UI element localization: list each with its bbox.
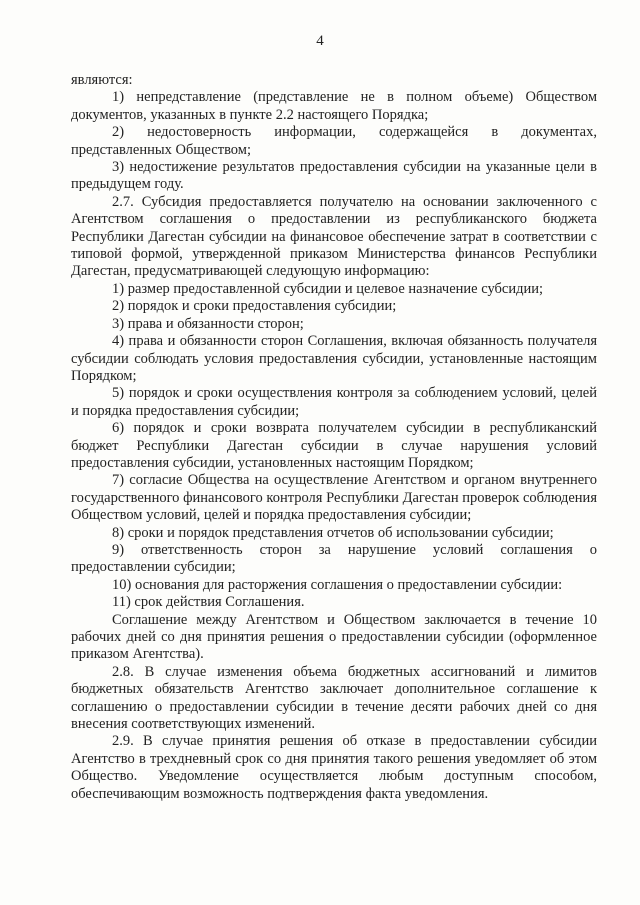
paragraph: 2) порядок и сроки предоставления субсидии; [112, 298, 397, 315]
document-body [71, 72, 597, 803]
paragraph: 4) права и обязанности сторон Соглашения, включая обязанность получателя субсидии соблюдать условия предоставления субсидии, установленные настоящим Порядком; [71, 333, 597, 384]
paragraph: 6) порядок и сроки возврата получателем субсидии в республиканский бюджет Республики Дагестан субсидии в случае нарушения условий предоставления субсидии, установленных настоящим Порядком; [71, 420, 597, 471]
paragraph: 8) сроки и порядок представления отчетов об использовании субсидии; [112, 524, 554, 541]
paragraph: 2.9. В случае принятия решения об отказе в предоставлении субсидии Агентство в трехдневный срок со дня принятия такого решения уведомляет об этом Общество. Уведомление осуществляется любым доступным способом, обеспечивающим возможность подтверждения факта уведомления. [71, 733, 597, 802]
paragraph: 9) ответственность сторон за нарушение условий соглашения о предоставлении субсидии; [71, 541, 597, 576]
paragraph: 11) срок действия Соглашения. [112, 594, 305, 611]
paragraph: 1) непредставление (представление не в полном объеме) Обществом документов, указанных в пункте 2.2 настоящего Порядка; [71, 89, 597, 123]
paragraph: 10) основания для расторжения соглашения о предоставлении субсидии: [112, 576, 563, 593]
paragraph: 2.8. В случае изменения объема бюджетных ассигнований и лимитов бюджетных обязательств Агентство заключает дополнительное соглашение к соглашению о предоставлении субсидии в течение десяти рабочих дней со дня внесения соответствующих изменений. [71, 663, 597, 733]
paragraph: 3) недостижение результатов предоставления субсидии на указанные цели в предыдущем году. [71, 159, 597, 193]
paragraph: 2.7. Субсидия предоставляется получателю на основании заключенного с Агентством соглашения о предоставлении из республиканского бюджета Республики Дагестан субсидии на финансовое обеспечение затрат в соответствии с типовой формой, утвержденной приказом Министерства финансов Республики Дагестан, предусматривающей следующую информацию: [71, 193, 597, 280]
paragraph: являются: [71, 72, 133, 88]
page-number: 4 [316, 33, 324, 49]
paragraph: 7) согласие Общества на осуществление Агентством и органом внутреннего государственного финансового контроля Республики Дагестан проверок соблюдения Обществом условий, целей и порядка предоставления субсидии; [71, 472, 597, 524]
paragraph: 3) права и обязанности сторон; [112, 315, 304, 332]
paragraph: Соглашение между Агентством и Обществом заключается в течение 10 рабочих дней со дня принятия решения о предоставлении субсидии (оформленное приказом Агентства). [71, 611, 597, 663]
paragraph: 2) недостоверность информации, содержащейся в документах, представленных Обществом; [71, 124, 597, 158]
paragraph: 5) порядок и сроки осуществления контроля за соблюдением условий, целей и порядка предоставления субсидии; [71, 385, 597, 419]
paragraph: 1) размер предоставленной субсидии и целевое назначение субсидии; [112, 280, 544, 297]
